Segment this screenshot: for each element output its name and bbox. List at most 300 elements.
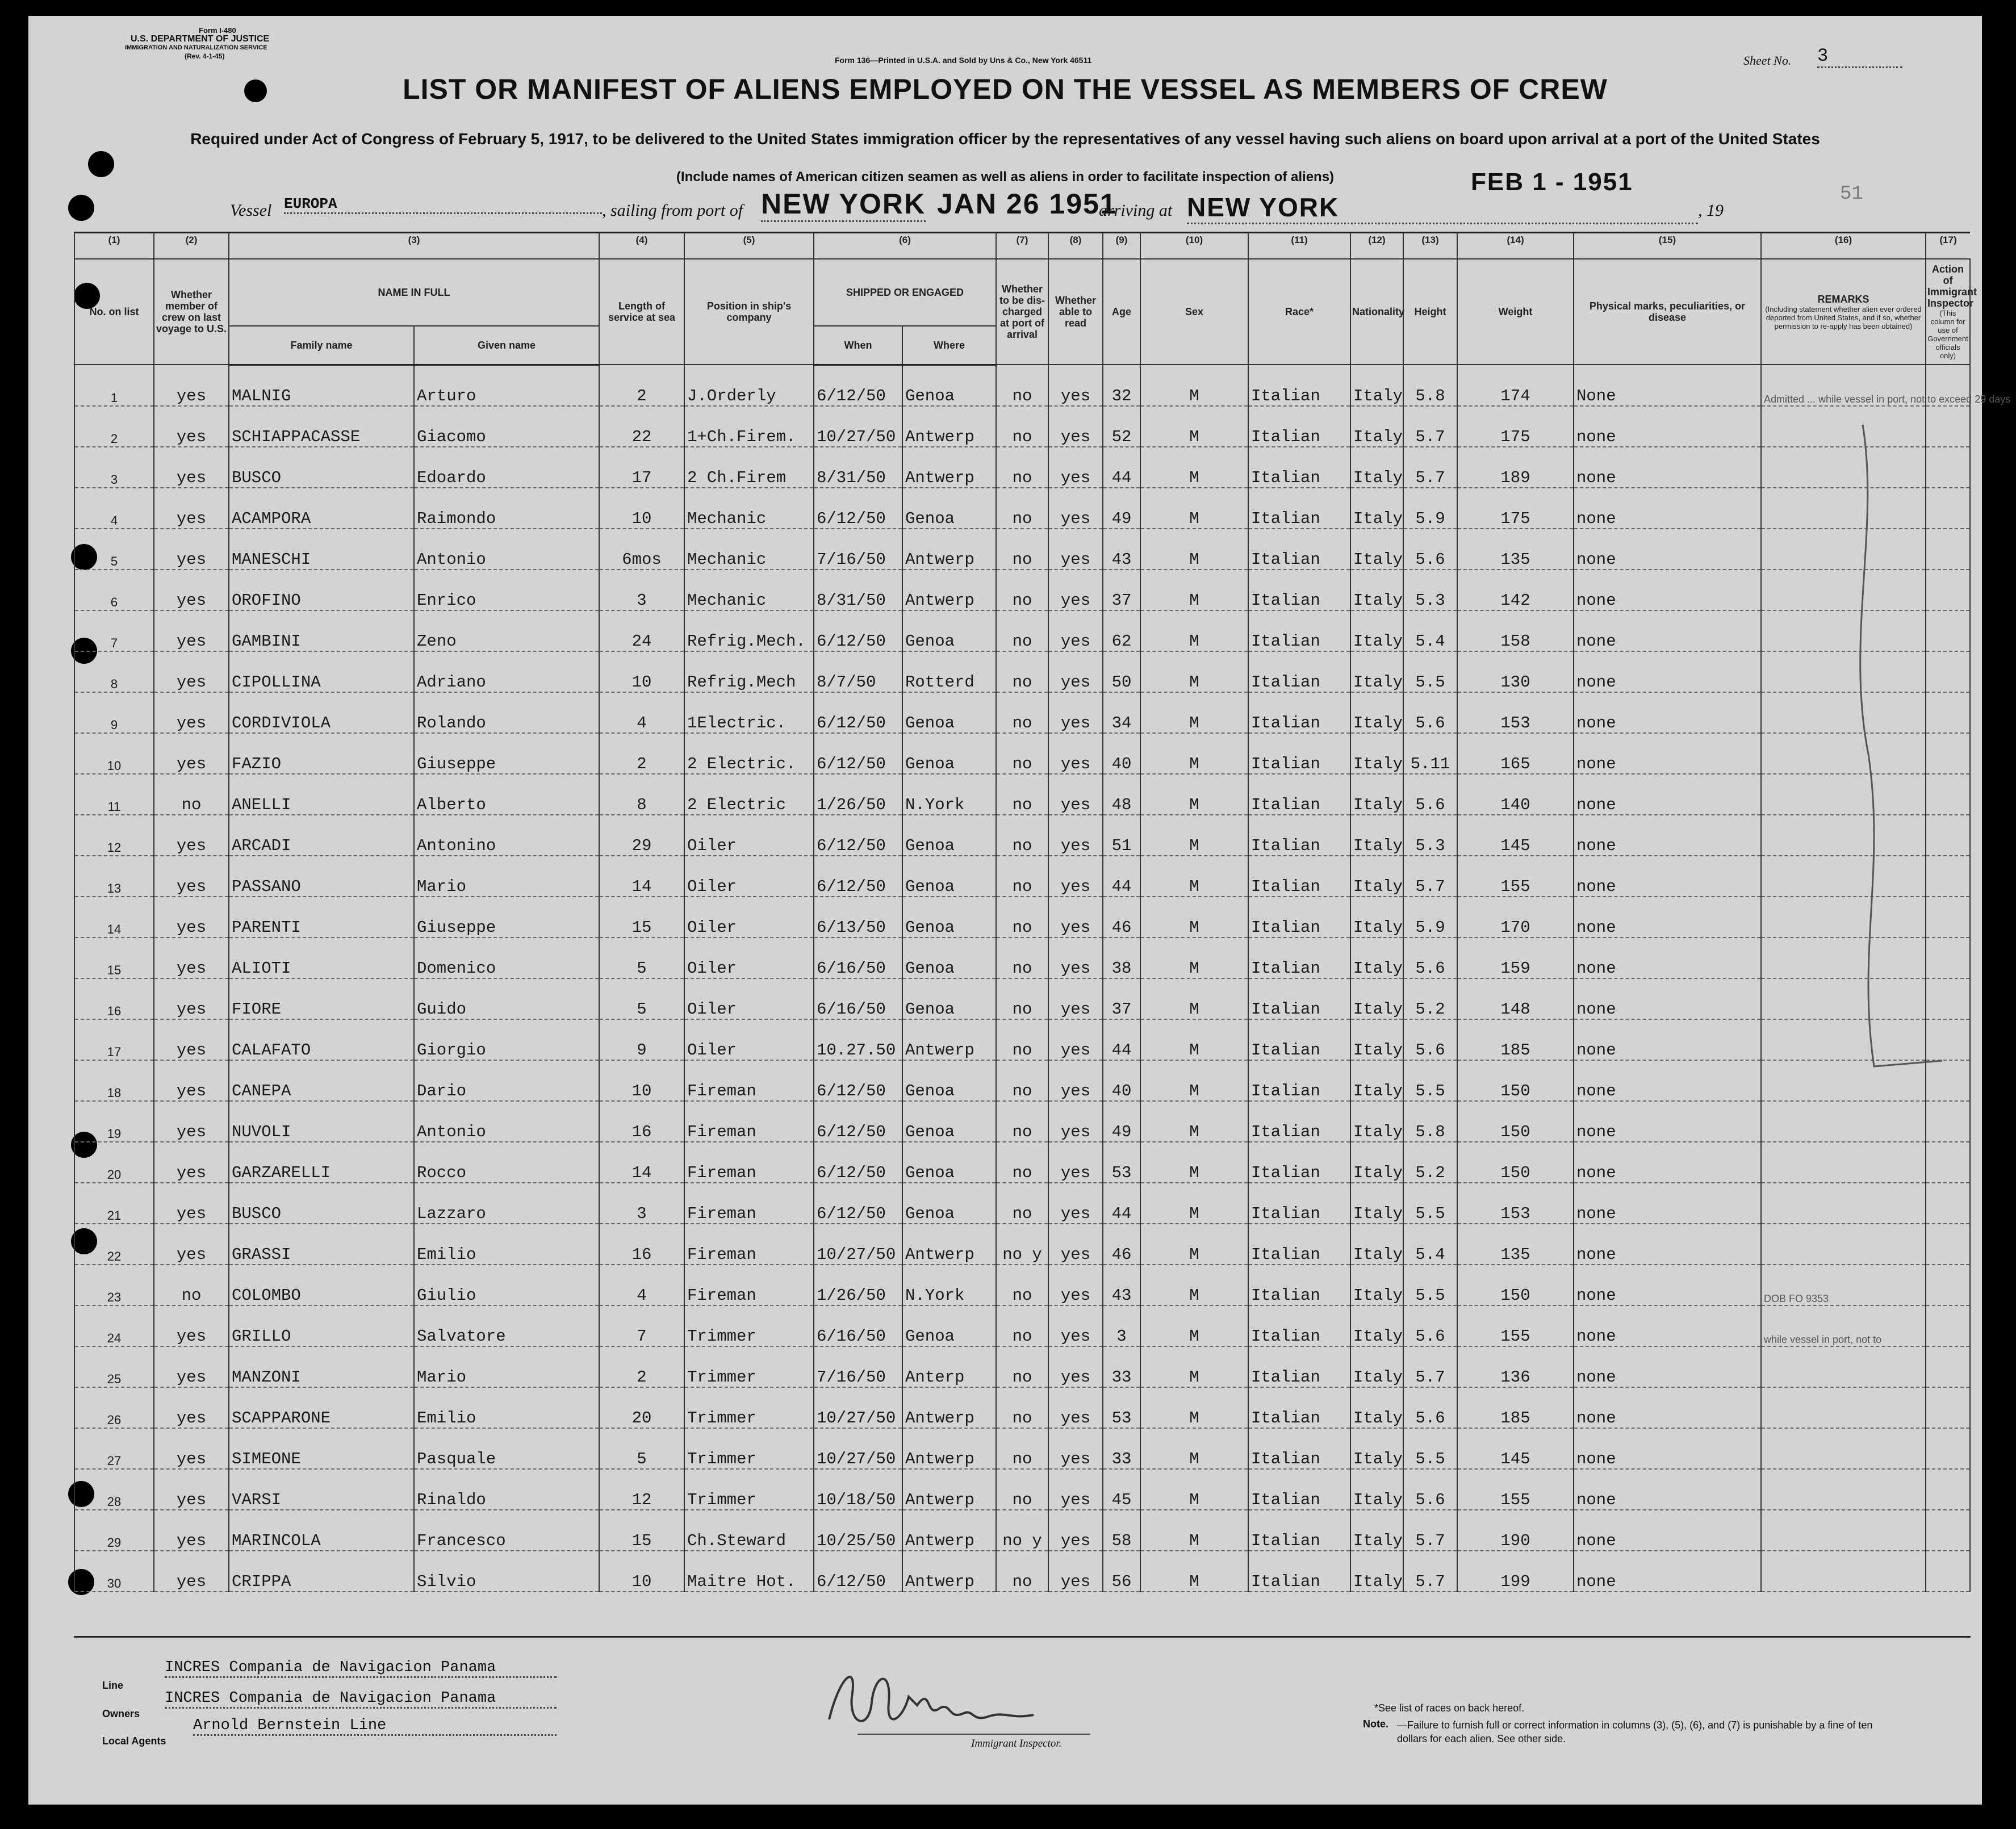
able-read-cell: yes — [1048, 447, 1103, 488]
crew-last-voyage-cell: yes — [154, 1469, 229, 1510]
age-cell: 32 — [1103, 365, 1140, 406]
physical-marks-cell: none — [1574, 488, 1761, 529]
crew-last-voyage-cell: yes — [154, 937, 229, 978]
physical-marks-cell: None — [1574, 365, 1761, 406]
crew-last-voyage-cell: no — [154, 774, 229, 815]
col-where: Where — [902, 326, 996, 365]
remarks-note: (Including statement whether alien ever ordered deported from United States, and if so, whether permission to re-apply has been obtained) — [1765, 304, 1922, 330]
discharged-cell: no — [996, 1265, 1048, 1305]
shipped-where-cell: Antwerp — [902, 406, 996, 447]
sex-cell: M — [1140, 610, 1248, 651]
position-cell: Ch.Steward — [684, 1510, 814, 1551]
col-name-in-full: NAME IN FULL — [229, 259, 599, 326]
position-cell: Mechanic — [684, 488, 814, 529]
shipped-where-cell: Genoa — [902, 937, 996, 978]
race-cell: Italian — [1248, 1428, 1350, 1469]
shipped-where-cell: Genoa — [902, 856, 996, 897]
position-cell: 2 Electric. — [684, 733, 814, 774]
nationality-cell: Italy — [1350, 1019, 1403, 1060]
physical-marks-cell: none — [1574, 406, 1761, 447]
length-service-cell: 3 — [599, 1183, 684, 1224]
crew-last-voyage-cell: yes — [154, 610, 229, 651]
shipped-where-cell: Antwerp — [902, 1019, 996, 1060]
given-name-cell: Antonino — [414, 815, 599, 856]
nationality-cell: Italy — [1350, 1224, 1403, 1265]
table-row — [74, 733, 1970, 774]
table-row — [74, 1142, 1970, 1183]
family-name-cell: BUSCO — [229, 1183, 414, 1224]
row-number-cell: 24 — [74, 1305, 154, 1346]
weight-cell: 130 — [1457, 651, 1574, 692]
crew-last-voyage-cell: yes — [154, 856, 229, 897]
weight-cell: 190 — [1457, 1510, 1574, 1551]
shipped-when-cell: 6/12/50 — [814, 1183, 902, 1224]
family-name-cell: MARINCOLA — [229, 1510, 414, 1551]
nationality-cell: Italy — [1350, 447, 1403, 488]
physical-marks-cell: none — [1574, 1551, 1761, 1592]
nationality-cell: Italy — [1350, 1060, 1403, 1101]
crew-last-voyage-cell: yes — [154, 815, 229, 856]
sex-cell: M — [1140, 1019, 1248, 1060]
nationality-cell: Italy — [1350, 1183, 1403, 1224]
height-cell: 5.8 — [1403, 1101, 1457, 1142]
able-read-cell: yes — [1048, 406, 1103, 447]
weight-cell: 148 — [1457, 978, 1574, 1019]
length-service-cell: 14 — [599, 1142, 684, 1183]
height-cell: 5.9 — [1403, 897, 1457, 937]
col-num-1: (1) — [74, 233, 154, 260]
weight-cell: 135 — [1457, 1224, 1574, 1265]
row-number-cell: 7 — [74, 610, 154, 651]
inspector-action-cell — [1926, 1265, 1970, 1305]
crew-last-voyage-cell: yes — [154, 1305, 229, 1346]
sex-cell: M — [1140, 570, 1248, 610]
family-name-cell: ANELLI — [229, 774, 414, 815]
age-cell: 53 — [1103, 1142, 1140, 1183]
physical-marks-cell: none — [1574, 733, 1761, 774]
shipped-where-cell: Antwerp — [902, 1510, 996, 1551]
physical-marks-cell: none — [1574, 529, 1761, 570]
shipped-where-cell: Anterp — [902, 1346, 996, 1387]
position-cell: Mechanic — [684, 529, 814, 570]
able-read-cell: yes — [1048, 815, 1103, 856]
remarks-cell: DOB FO 9353 — [1761, 1265, 1926, 1305]
race-cell: Italian — [1248, 365, 1350, 406]
age-cell: 48 — [1103, 774, 1140, 815]
row-number-cell: 29 — [74, 1510, 154, 1551]
vessel-name: EUROPA — [284, 195, 602, 214]
race-cell: Italian — [1248, 1060, 1350, 1101]
col-num-7: (7) — [996, 233, 1048, 260]
able-read-cell: yes — [1048, 937, 1103, 978]
able-read-cell: yes — [1048, 365, 1103, 406]
given-name-cell: Giulio — [414, 1265, 599, 1305]
table-row — [74, 365, 1970, 406]
row-number-cell: 23 — [74, 1265, 154, 1305]
shipped-where-cell: Rotterd — [902, 651, 996, 692]
age-cell: 44 — [1103, 856, 1140, 897]
family-name-cell: VARSI — [229, 1469, 414, 1510]
length-service-cell: 24 — [599, 610, 684, 651]
able-read-cell: yes — [1048, 1428, 1103, 1469]
able-read-cell: yes — [1048, 774, 1103, 815]
remarks-cell: Admitted ... while vessel in port, not to exceed 29 days — [1761, 365, 1926, 406]
col-weight: Weight — [1457, 259, 1574, 365]
weight-cell: 150 — [1457, 1060, 1574, 1101]
shipped-when-cell: 10/27/50 — [814, 1428, 902, 1469]
crew-last-voyage-cell: yes — [154, 897, 229, 937]
note-label: Note. — [1363, 1718, 1388, 1730]
discharged-cell: no — [996, 1346, 1048, 1387]
weight-cell: 165 — [1457, 733, 1574, 774]
height-cell: 5.5 — [1403, 1265, 1457, 1305]
physical-marks-cell: none — [1574, 856, 1761, 897]
shipped-where-cell: Genoa — [902, 692, 996, 733]
race-cell: Italian — [1248, 1346, 1350, 1387]
race-cell: Italian — [1248, 529, 1350, 570]
row-number-cell: 6 — [74, 570, 154, 610]
able-read-cell: yes — [1048, 1101, 1103, 1142]
shipped-when-cell: 6/12/50 — [814, 856, 902, 897]
nationality-cell: Italy — [1350, 1469, 1403, 1510]
row-number-cell: 5 — [74, 529, 154, 570]
table-row — [74, 1428, 1970, 1469]
given-name-cell: Arturo — [414, 365, 599, 406]
position-cell: Trimmer — [684, 1387, 814, 1428]
physical-marks-cell: none — [1574, 1469, 1761, 1510]
sex-cell: M — [1140, 447, 1248, 488]
shipped-when-cell: 6/12/50 — [814, 488, 902, 529]
row-number-cell: 11 — [74, 774, 154, 815]
length-service-cell: 15 — [599, 897, 684, 937]
sheet-number: 3 — [1817, 45, 1902, 68]
length-service-cell: 5 — [599, 937, 684, 978]
crew-last-voyage-cell: yes — [154, 1183, 229, 1224]
weight-cell: 155 — [1457, 856, 1574, 897]
position-cell: Oiler — [684, 897, 814, 937]
able-read-cell: yes — [1048, 1019, 1103, 1060]
sex-cell: M — [1140, 406, 1248, 447]
row-number-cell: 8 — [74, 651, 154, 692]
race-cell: Italian — [1248, 651, 1350, 692]
length-service-cell: 4 — [599, 1265, 684, 1305]
shipped-where-cell: Genoa — [902, 610, 996, 651]
remarks-cell — [1761, 1510, 1926, 1551]
physical-marks-cell: none — [1574, 1142, 1761, 1183]
col-height: Height — [1403, 259, 1457, 365]
length-service-cell: 2 — [599, 733, 684, 774]
race-cell: Italian — [1248, 733, 1350, 774]
port-from: NEW YORK — [761, 187, 926, 222]
inspector-action-cell — [1926, 1224, 1970, 1265]
able-read-cell: yes — [1048, 856, 1103, 897]
physical-marks-cell: none — [1574, 1060, 1761, 1101]
length-service-cell: 10 — [599, 1060, 684, 1101]
discharged-cell: no — [996, 856, 1048, 897]
punch-hole — [68, 195, 94, 221]
able-read-cell: yes — [1048, 692, 1103, 733]
position-cell: Oiler — [684, 815, 814, 856]
row-number-cell: 3 — [74, 447, 154, 488]
length-service-cell: 17 — [599, 447, 684, 488]
table-row — [74, 1469, 1970, 1510]
shipped-where-cell: Antwerp — [902, 1224, 996, 1265]
nationality-cell: Italy — [1350, 488, 1403, 529]
col-num-17: (17) — [1926, 233, 1970, 260]
shipped-where-cell: Antwerp — [902, 1428, 996, 1469]
age-cell: 50 — [1103, 651, 1140, 692]
able-read-cell: yes — [1048, 610, 1103, 651]
length-service-cell: 29 — [599, 815, 684, 856]
col-no-on-list: No. on list — [74, 259, 154, 365]
table-row — [74, 937, 1970, 978]
sex-cell: M — [1140, 815, 1248, 856]
discharged-cell: no — [996, 1305, 1048, 1346]
physical-marks-cell: none — [1574, 937, 1761, 978]
row-number-cell: 20 — [74, 1142, 154, 1183]
discharged-cell: no — [996, 529, 1048, 570]
position-cell: Fireman — [684, 1183, 814, 1224]
form-revision: (Rev. 4-1-45) — [185, 52, 225, 60]
remarks-cell: while vessel in port, not to — [1761, 1305, 1926, 1346]
physical-marks-cell: none — [1574, 978, 1761, 1019]
sex-cell: M — [1140, 365, 1248, 406]
table-row — [74, 897, 1970, 937]
age-cell: 49 — [1103, 1101, 1140, 1142]
nationality-cell: Italy — [1350, 1510, 1403, 1551]
shipped-when-cell: 1/26/50 — [814, 1265, 902, 1305]
sex-cell: M — [1140, 774, 1248, 815]
races-note: *See list of races on back hereof. — [1374, 1702, 1525, 1714]
given-name-cell: Mario — [414, 856, 599, 897]
able-read-cell: yes — [1048, 1346, 1103, 1387]
nationality-cell: Italy — [1350, 365, 1403, 406]
age-cell: 53 — [1103, 1387, 1140, 1428]
crew-last-voyage-cell: yes — [154, 1101, 229, 1142]
col-num-3: (3) — [229, 233, 599, 260]
height-cell: 5.6 — [1403, 1387, 1457, 1428]
nationality-cell: Italy — [1350, 937, 1403, 978]
nationality-cell: Italy — [1350, 1428, 1403, 1469]
shipped-where-cell: Genoa — [902, 1142, 996, 1183]
weight-cell: 135 — [1457, 529, 1574, 570]
port-to: NEW YORK — [1187, 192, 1698, 224]
table-row — [74, 1510, 1970, 1551]
race-cell: Italian — [1248, 406, 1350, 447]
given-name-cell: Silvio — [414, 1551, 599, 1592]
given-name-cell: Giorgio — [414, 1019, 599, 1060]
shipped-where-cell: Genoa — [902, 1101, 996, 1142]
nationality-cell: Italy — [1350, 651, 1403, 692]
sex-cell: M — [1140, 856, 1248, 897]
row-number-cell: 12 — [74, 815, 154, 856]
family-name-cell: ARCADI — [229, 815, 414, 856]
row-number-cell: 30 — [74, 1551, 154, 1592]
discharged-cell: no — [996, 815, 1048, 856]
nationality-cell: Italy — [1350, 1101, 1403, 1142]
weight-cell: 142 — [1457, 570, 1574, 610]
family-name-cell: COLOMBO — [229, 1265, 414, 1305]
family-name-cell: CALAFATO — [229, 1019, 414, 1060]
nationality-cell: Italy — [1350, 1305, 1403, 1346]
shipped-when-cell: 6/16/50 — [814, 1305, 902, 1346]
nationality-cell: Italy — [1350, 1346, 1403, 1387]
inspector-line — [858, 1734, 1090, 1735]
position-cell: Mechanic — [684, 570, 814, 610]
agents-value: Arnold Bernstein Line — [193, 1717, 557, 1736]
physical-marks-cell: none — [1574, 1305, 1761, 1346]
discharged-cell: no — [996, 733, 1048, 774]
weight-cell: 145 — [1457, 1428, 1574, 1469]
able-read-cell: yes — [1048, 897, 1103, 937]
col-num-11: (11) — [1248, 233, 1350, 260]
remarks-heading: REMARKS — [1817, 293, 1869, 305]
height-cell: 5.3 — [1403, 815, 1457, 856]
length-service-cell: 5 — [599, 1428, 684, 1469]
table-row — [74, 1265, 1970, 1305]
family-name-cell: ALIOTI — [229, 937, 414, 978]
physical-marks-cell: none — [1574, 1387, 1761, 1428]
discharged-cell: no — [996, 692, 1048, 733]
inspector-action-cell — [1926, 1469, 1970, 1510]
given-name-cell: Giuseppe — [414, 897, 599, 937]
height-cell: 5.6 — [1403, 1019, 1457, 1060]
table-row — [74, 651, 1970, 692]
family-name-cell: SIMEONE — [229, 1428, 414, 1469]
nationality-cell: Italy — [1350, 1265, 1403, 1305]
row-number-cell: 9 — [74, 692, 154, 733]
age-cell: 46 — [1103, 1224, 1140, 1265]
remarks-cell — [1761, 1387, 1926, 1428]
shipped-where-cell: N.York — [902, 1265, 996, 1305]
given-name-cell: Giuseppe — [414, 733, 599, 774]
weight-cell: 153 — [1457, 692, 1574, 733]
race-cell: Italian — [1248, 1510, 1350, 1551]
remarks-cell — [1761, 1183, 1926, 1224]
height-cell: 5.2 — [1403, 1142, 1457, 1183]
race-cell: Italian — [1248, 1469, 1350, 1510]
given-name-cell: Raimondo — [414, 488, 599, 529]
length-service-cell: 10 — [599, 1551, 684, 1592]
position-cell: 1+Ch.Firem. — [684, 406, 814, 447]
row-number-cell: 28 — [74, 1469, 154, 1510]
race-cell: Italian — [1248, 937, 1350, 978]
height-cell: 5.6 — [1403, 937, 1457, 978]
shipped-when-cell: 8/31/50 — [814, 570, 902, 610]
remarks-cell — [1761, 1346, 1926, 1387]
length-service-cell: 2 — [599, 1346, 684, 1387]
row-number-cell: 16 — [74, 978, 154, 1019]
row-number-cell: 13 — [74, 856, 154, 897]
position-cell: Trimmer — [684, 1428, 814, 1469]
race-cell: Italian — [1248, 1265, 1350, 1305]
physical-marks-cell: none — [1574, 447, 1761, 488]
sex-cell: M — [1140, 1428, 1248, 1469]
col-num-14: (14) — [1457, 233, 1574, 260]
given-name-cell: Guido — [414, 978, 599, 1019]
table-row — [74, 570, 1970, 610]
race-cell: Italian — [1248, 978, 1350, 1019]
weight-cell: 170 — [1457, 897, 1574, 937]
col-position: Position in ship's company — [684, 259, 814, 365]
given-name-cell: Emilio — [414, 1224, 599, 1265]
shipped-where-cell: Antwerp — [902, 529, 996, 570]
table-row — [74, 1019, 1970, 1060]
weight-cell: 175 — [1457, 406, 1574, 447]
col-length-service: Length of service at sea — [599, 259, 684, 365]
sex-cell: M — [1140, 488, 1248, 529]
nationality-cell: Italy — [1350, 529, 1403, 570]
able-read-cell: yes — [1048, 1060, 1103, 1101]
inspector-action-cell — [1926, 1101, 1970, 1142]
able-read-cell: yes — [1048, 1265, 1103, 1305]
inspector-action-cell — [1926, 1346, 1970, 1387]
shipped-when-cell: 8/7/50 — [814, 651, 902, 692]
nationality-cell: Italy — [1350, 570, 1403, 610]
sex-cell: M — [1140, 978, 1248, 1019]
physical-marks-cell: none — [1574, 897, 1761, 937]
race-cell: Italian — [1248, 1101, 1350, 1142]
able-read-cell: yes — [1048, 1183, 1103, 1224]
row-number-cell: 15 — [74, 937, 154, 978]
crew-last-voyage-cell: yes — [154, 529, 229, 570]
family-name-cell: CORDIVIOLA — [229, 692, 414, 733]
discharged-cell: no — [996, 1019, 1048, 1060]
owners-label: Owners — [102, 1708, 140, 1719]
family-name-cell: SCAPPARONE — [229, 1387, 414, 1428]
shipped-when-cell: 6/12/50 — [814, 365, 902, 406]
race-cell: Italian — [1248, 1224, 1350, 1265]
discharged-cell: no — [996, 1060, 1048, 1101]
position-cell: Trimmer — [684, 1469, 814, 1510]
shipped-when-cell: 6/13/50 — [814, 897, 902, 937]
crew-last-voyage-cell: yes — [154, 692, 229, 733]
given-name-cell: Antonio — [414, 529, 599, 570]
height-cell: 5.7 — [1403, 1551, 1457, 1592]
table-row — [74, 1183, 1970, 1224]
length-service-cell: 2 — [599, 365, 684, 406]
height-cell: 5.7 — [1403, 406, 1457, 447]
remarks-cell — [1761, 1224, 1926, 1265]
remarks-cell — [1761, 1551, 1926, 1592]
age-cell: 33 — [1103, 1428, 1140, 1469]
given-name-cell: Rolando — [414, 692, 599, 733]
family-name-cell: PARENTI — [229, 897, 414, 937]
col-num-13: (13) — [1403, 233, 1457, 260]
length-service-cell: 6mos — [599, 529, 684, 570]
shipped-when-cell: 6/12/50 — [814, 1551, 902, 1592]
crew-last-voyage-cell: yes — [154, 1019, 229, 1060]
sex-cell: M — [1140, 1551, 1248, 1592]
col-shipped: SHIPPED OR ENGAGED — [814, 259, 996, 326]
age-cell: 37 — [1103, 570, 1140, 610]
table-row — [74, 815, 1970, 856]
given-name-cell: Rocco — [414, 1142, 599, 1183]
crew-last-voyage-cell: yes — [154, 1551, 229, 1592]
table-row — [74, 447, 1970, 488]
given-name-cell: Francesco — [414, 1510, 599, 1551]
position-cell: Fireman — [684, 1265, 814, 1305]
sailing-label: , sailing from port of — [602, 201, 743, 220]
inspector-action-cell — [1926, 1551, 1970, 1592]
length-service-cell: 12 — [599, 1469, 684, 1510]
age-cell: 38 — [1103, 937, 1140, 978]
physical-marks-cell: none — [1574, 774, 1761, 815]
physical-marks-cell: none — [1574, 651, 1761, 692]
given-name-cell: Salvatore — [414, 1305, 599, 1346]
position-cell: 2 Electric — [684, 774, 814, 815]
shipped-when-cell: 10/18/50 — [814, 1469, 902, 1510]
